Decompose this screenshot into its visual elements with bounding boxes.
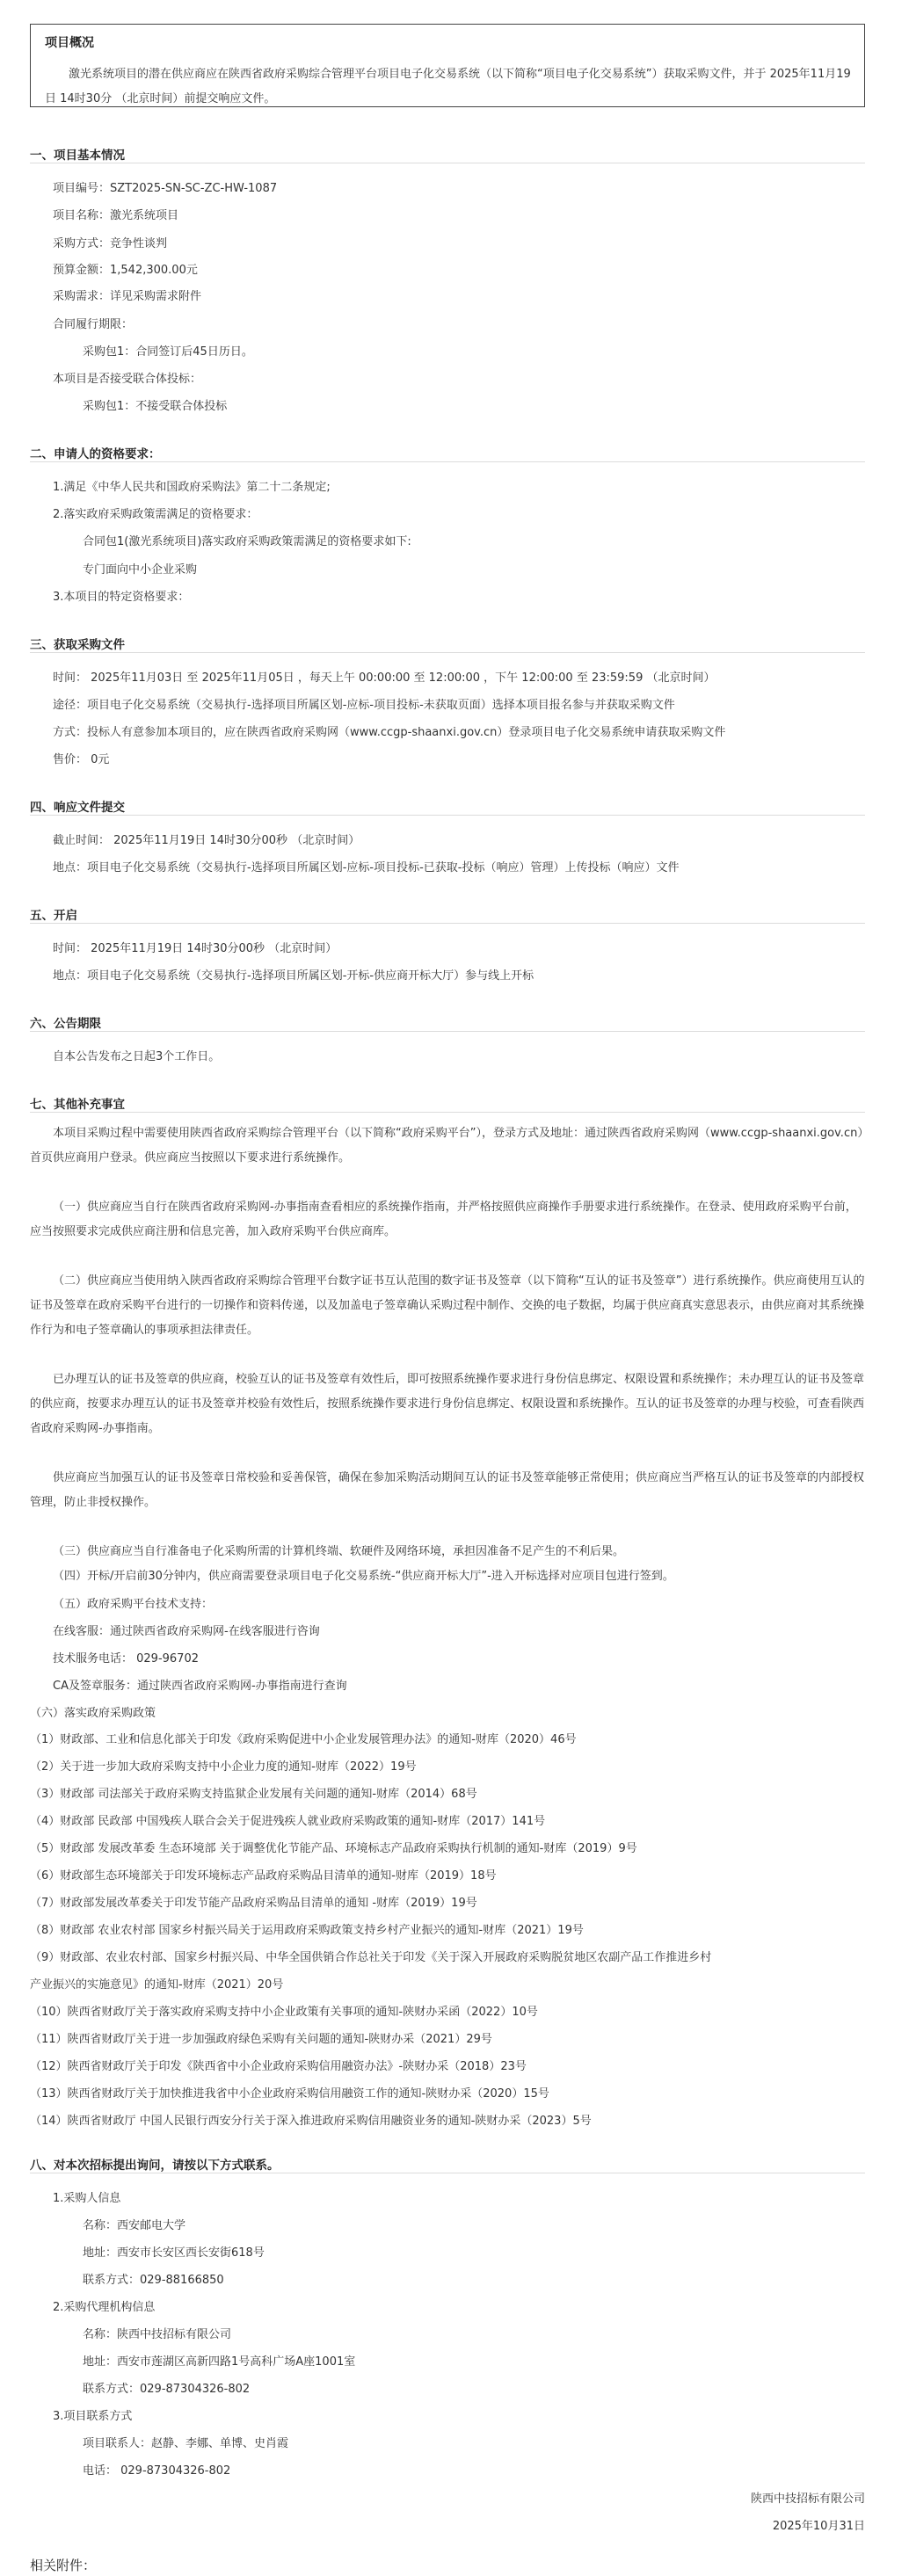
other-para-guide: （一）供应商应当自行在陕西省政府采购网-办事指南查看相应的系统操作指南，并严格按照供应商操作手册要求进行系统操作。在登录、使用政府采购平台前，应当按照要求完成供应商注册和信息完善，加入政府采购平台供应商库。 [30,1201,857,1238]
policy-item: （5）财政部 发展改革委 生态环境部 关于调整优化节能产品、环境标志产品政府采购执行机制的通知-财库（2019）9号 [30,1842,637,1855]
policy-item: （13）陕西省财政厅关于加快推进我省中小企业政府采购信用融资工作的通知-陕财办采（2020）15号 [30,2087,549,2101]
section-heading-basic-info: 一、项目基本情况 [30,149,125,163]
policy-item: （12）陕西省财政厅关于印发《陕西省中小企业政府采购信用融资办法》-陕财办采（2018）23号 [30,2060,527,2073]
section-divider [30,923,865,924]
notice-period-text: 自本公告发布之日起3个工作日。 [53,1050,221,1063]
summary-text: 激光系统项目的潜在供应商应在陕西省政府采购综合管理平台项目电子化交易系统（以下简称“项目电子化交易系统”）获取采购文件，并于 2025年11月19日 14时30分 （北京时间）前提交响应文件。 [45,68,851,105]
agency-address: 地址：西安市莲湖区高新四路1号高科广场A座1001室 [83,2355,356,2369]
section-heading-other: 七、其他补充事宜 [30,1098,125,1112]
other-para-certificate: （二）供应商应当使用纳入陕西省政府采购综合管理平台数字证书互认范围的数字证书及签章（以下简称“互认的证书及签章”）进行系统操作。供应商使用互认的证书及签章在政府采购平台进行的一切操作和资料传递，以及加盖电子签章确认采购过程中制作、交换的电子数据，均属于供应商真实意思表示，由供应商对其系统操作行为和电子签章确认的事项承担法律责任。 [30,1274,865,1337]
tech-support-online: 在线客服：通过陕西省政府采购网-在线客服进行咨询 [53,1625,320,1638]
policy-item: （1）财政部、工业和信息化部关于印发《政府采购促进中小企业发展管理办法》的通知-财库（2020）46号 [30,1733,577,1746]
opening-location: 地点：项目电子化交易系统（交易执行-选择项目所属区划-开标-供应商开标大厅）参与线上开标 [53,969,534,983]
signature-date: 2025年10月31日 [772,2520,865,2533]
qualification-package1: 合同包1(激光系统项目)落实政府采购政策需满足的资格要求如下: [83,535,411,548]
project-number: 项目编号：SZT2025-SN-SC-ZC-HW-1087 [53,182,278,195]
project-name: 项目名称：激光系统项目 [53,209,179,222]
obtain-method: 方式：投标人有意参加本项目的，应在陕西省政府采购网（www.ccgp-shaanxi.gov.cn）登录项目电子化交易系统申请获取采购文件 [53,726,726,739]
purchaser-title: 1.采购人信息 [53,2192,121,2205]
tech-support-ca: CA及签章服务：通过陕西省政府采购网-办事指南进行查询 [53,1680,347,1693]
consortium-package1: 采购包1：不接受联合体投标 [83,400,228,413]
section-divider [30,461,865,462]
project-summary-box [30,24,865,107]
obtain-route: 途径：项目电子化交易系统（交易执行-选择项目所属区划-应标-项目投标-未获取页面）选择本项目报名参与并获取采购文件 [53,699,675,712]
section-heading-qualifications: 二、申请人的资格要求： [30,447,161,461]
submission-deadline: 截止时间： 2025年11月19日 14时30分00秒 （北京时间） [53,834,360,847]
policy-item: （2）关于进一步加大政府采购支持中小企业力度的通知-财库（2022）19号 [30,1760,417,1774]
contract-term-package1: 采购包1：合同签订后45日历日。 [83,345,253,359]
project-contact-persons: 项目联系人：赵静、李娜、单博、史肖霞 [83,2437,289,2450]
purchaser-address: 地址：西安市长安区西长安街618号 [83,2246,265,2260]
agency-title: 2.采购代理机构信息 [53,2301,156,2314]
policy-title: （六）落实政府采购政策 [30,1707,156,1720]
other-para-platform: 本项目采购过程中需要使用陕西省政府采购综合管理平台（以下简称“政府采购平台”），登录方式及地址：通过陕西省政府采购网（www.ccgp-shaanxi.gov.cn）首页供应商用户登录。供应商应当按照以下要求进行系统操作。 [30,1127,863,1165]
purchaser-name: 名称：西安邮电大学 [83,2219,186,2232]
section-divider [30,652,865,653]
purchaser-phone: 联系方式：029-88166850 [83,2274,224,2287]
qualification-2: 2.落实政府采购政策需满足的资格要求： [53,508,258,521]
agency-name: 名称：陕西中技招标有限公司 [83,2328,232,2341]
section-divider [30,1031,865,1032]
obtain-time: 时间： 2025年11月03日 至 2025年11月05日 ，每天上午 00:00:00 至 12:00:00 ，下午 12:00:00 至 23:59:59 （北京时间） [53,671,716,685]
submission-location: 地点：项目电子化交易系统（交易执行-选择项目所属区划-应标-项目投标-已获取-投标（响应）管理）上传投标（响应）文件 [53,861,680,874]
policy-item: （8）财政部 农业农村部 国家乡村振兴局关于运用政府采购政策支持乡村产业振兴的通知-财库（2021）19号 [30,1924,584,1937]
other-para-ca-binding: 已办理互认的证书及签章的供应商，校验互认的证书及签章有效性后，即可按照系统操作要求进行身份信息绑定、权限设置和系统操作；未办理互认的证书及签章的供应商，按要求办理互认的证书及签章并校验有效性后，按照系统操作要求进行身份信息绑定、权限设置和系统操作。互认的证书及签章的办理与校验，可查看陕西省政府采购网-办事指南。 [30,1373,865,1435]
tech-support-title: （五）政府采购平台技术支持： [53,1598,214,1611]
other-para-signin: （四）开标/开启前30分钟内，供应商需要登录项目电子化交易系统-“供应商开标大厅”-进入开标选择对应项目包进行签到。 [53,1570,674,1583]
policy-item: （9）财政部、农业农村部、国家乡村振兴局、中华全国供销合作总社关于印发《关于深入开展政府采购脱贫地区农副产品工作推进乡村 [30,1951,712,1964]
agency-phone: 联系方式：029-87304326-802 [83,2383,251,2396]
policy-item: （3）财政部 司法部关于政府采购支持监狱企业发展有关问题的通知-财库（2014）68号 [30,1788,477,1801]
policy-item: （6）财政部生态环境部关于印发环境标志产品政府采购品目清单的通知-财库（2019）18号 [30,1869,497,1883]
procurement-requirements: 采购需求：详见采购需求附件 [53,290,202,303]
section-heading-contact: 八、对本次招标提出询问，请按以下方式联系。 [30,2159,280,2173]
signature-org: 陕西中技招标有限公司 [750,2493,865,2506]
policy-item: （4）财政部 民政部 中国残疾人联合会关于促进残疾人就业政府采购政策的通知-财库（2017）141号 [30,1815,546,1828]
policy-item: （14）陕西省财政厅 中国人民银行西安分行关于深入推进政府采购信用融资业务的通知-陕财办采（2023）5号 [30,2115,592,2128]
section-divider [30,1112,865,1113]
project-contact-title: 3.项目联系方式 [53,2410,133,2423]
qualification-3: 3.本项目的特定资格要求： [53,591,190,604]
contract-term-label: 合同履行期限： [53,318,134,331]
policy-item: （7）财政部发展改革委关于印发节能产品政府采购品目清单的通知 -财库（2019）19号 [30,1897,477,1910]
opening-time: 时间： 2025年11月19日 14时30分00秒 （北京时间） [53,942,338,955]
section-divider [30,815,865,816]
section-heading-notice-period: 六、公告期限 [30,1017,101,1031]
budget-amount: 预算金额：1,542,300.00元 [53,264,198,277]
consortium-label: 本项目是否接受联合体投标： [53,373,202,386]
qualification-1: 1.满足《中华人民共和国政府采购法》第二十二条规定; [53,481,331,494]
project-contact-phone: 电话： 029-87304326-802 [83,2464,231,2478]
obtain-price: 售价： 0元 [53,753,110,766]
other-para-ca-custody: 供应商应当加强互认的证书及签章日常校验和妥善保管，确保在参加采购活动期间互认的证书及签章能够正常使用；供应商应当严格互认的证书及签章的内部授权管理，防止非授权操作。 [30,1471,865,1509]
qualification-sme: 专门面向中小企业采购 [83,563,198,577]
attachments-label: 相关附件： [30,2558,97,2573]
section-heading-submission: 四、响应文件提交 [30,801,125,815]
section-heading-opening: 五、开启 [30,909,77,923]
procurement-method: 采购方式：竞争性谈判 [53,237,168,250]
summary-title: 项目概况 [45,36,94,50]
policy-item: （11）陕西省财政厅关于进一步加强政府绿色采购有关问题的通知-陕财办采（2021）29号 [30,2033,492,2046]
policy-item: （10）陕西省财政厅关于落实政府采购支持中小企业政策有关事项的通知-陕财办采函（2022）10号 [30,2006,538,2019]
other-para-equipment: （三）供应商应当自行准备电子化采购所需的计算机终端、软硬件及网络环境，承担因准备不足产生的不利后果。 [53,1545,625,1558]
policy-item-continued: 产业振兴的实施意见》的通知-财库（2021）20号 [30,1978,284,1992]
section-heading-obtain-docs: 三、获取采购文件 [30,638,125,652]
tech-support-phone: 技术服务电话： 029-96702 [53,1652,199,1665]
